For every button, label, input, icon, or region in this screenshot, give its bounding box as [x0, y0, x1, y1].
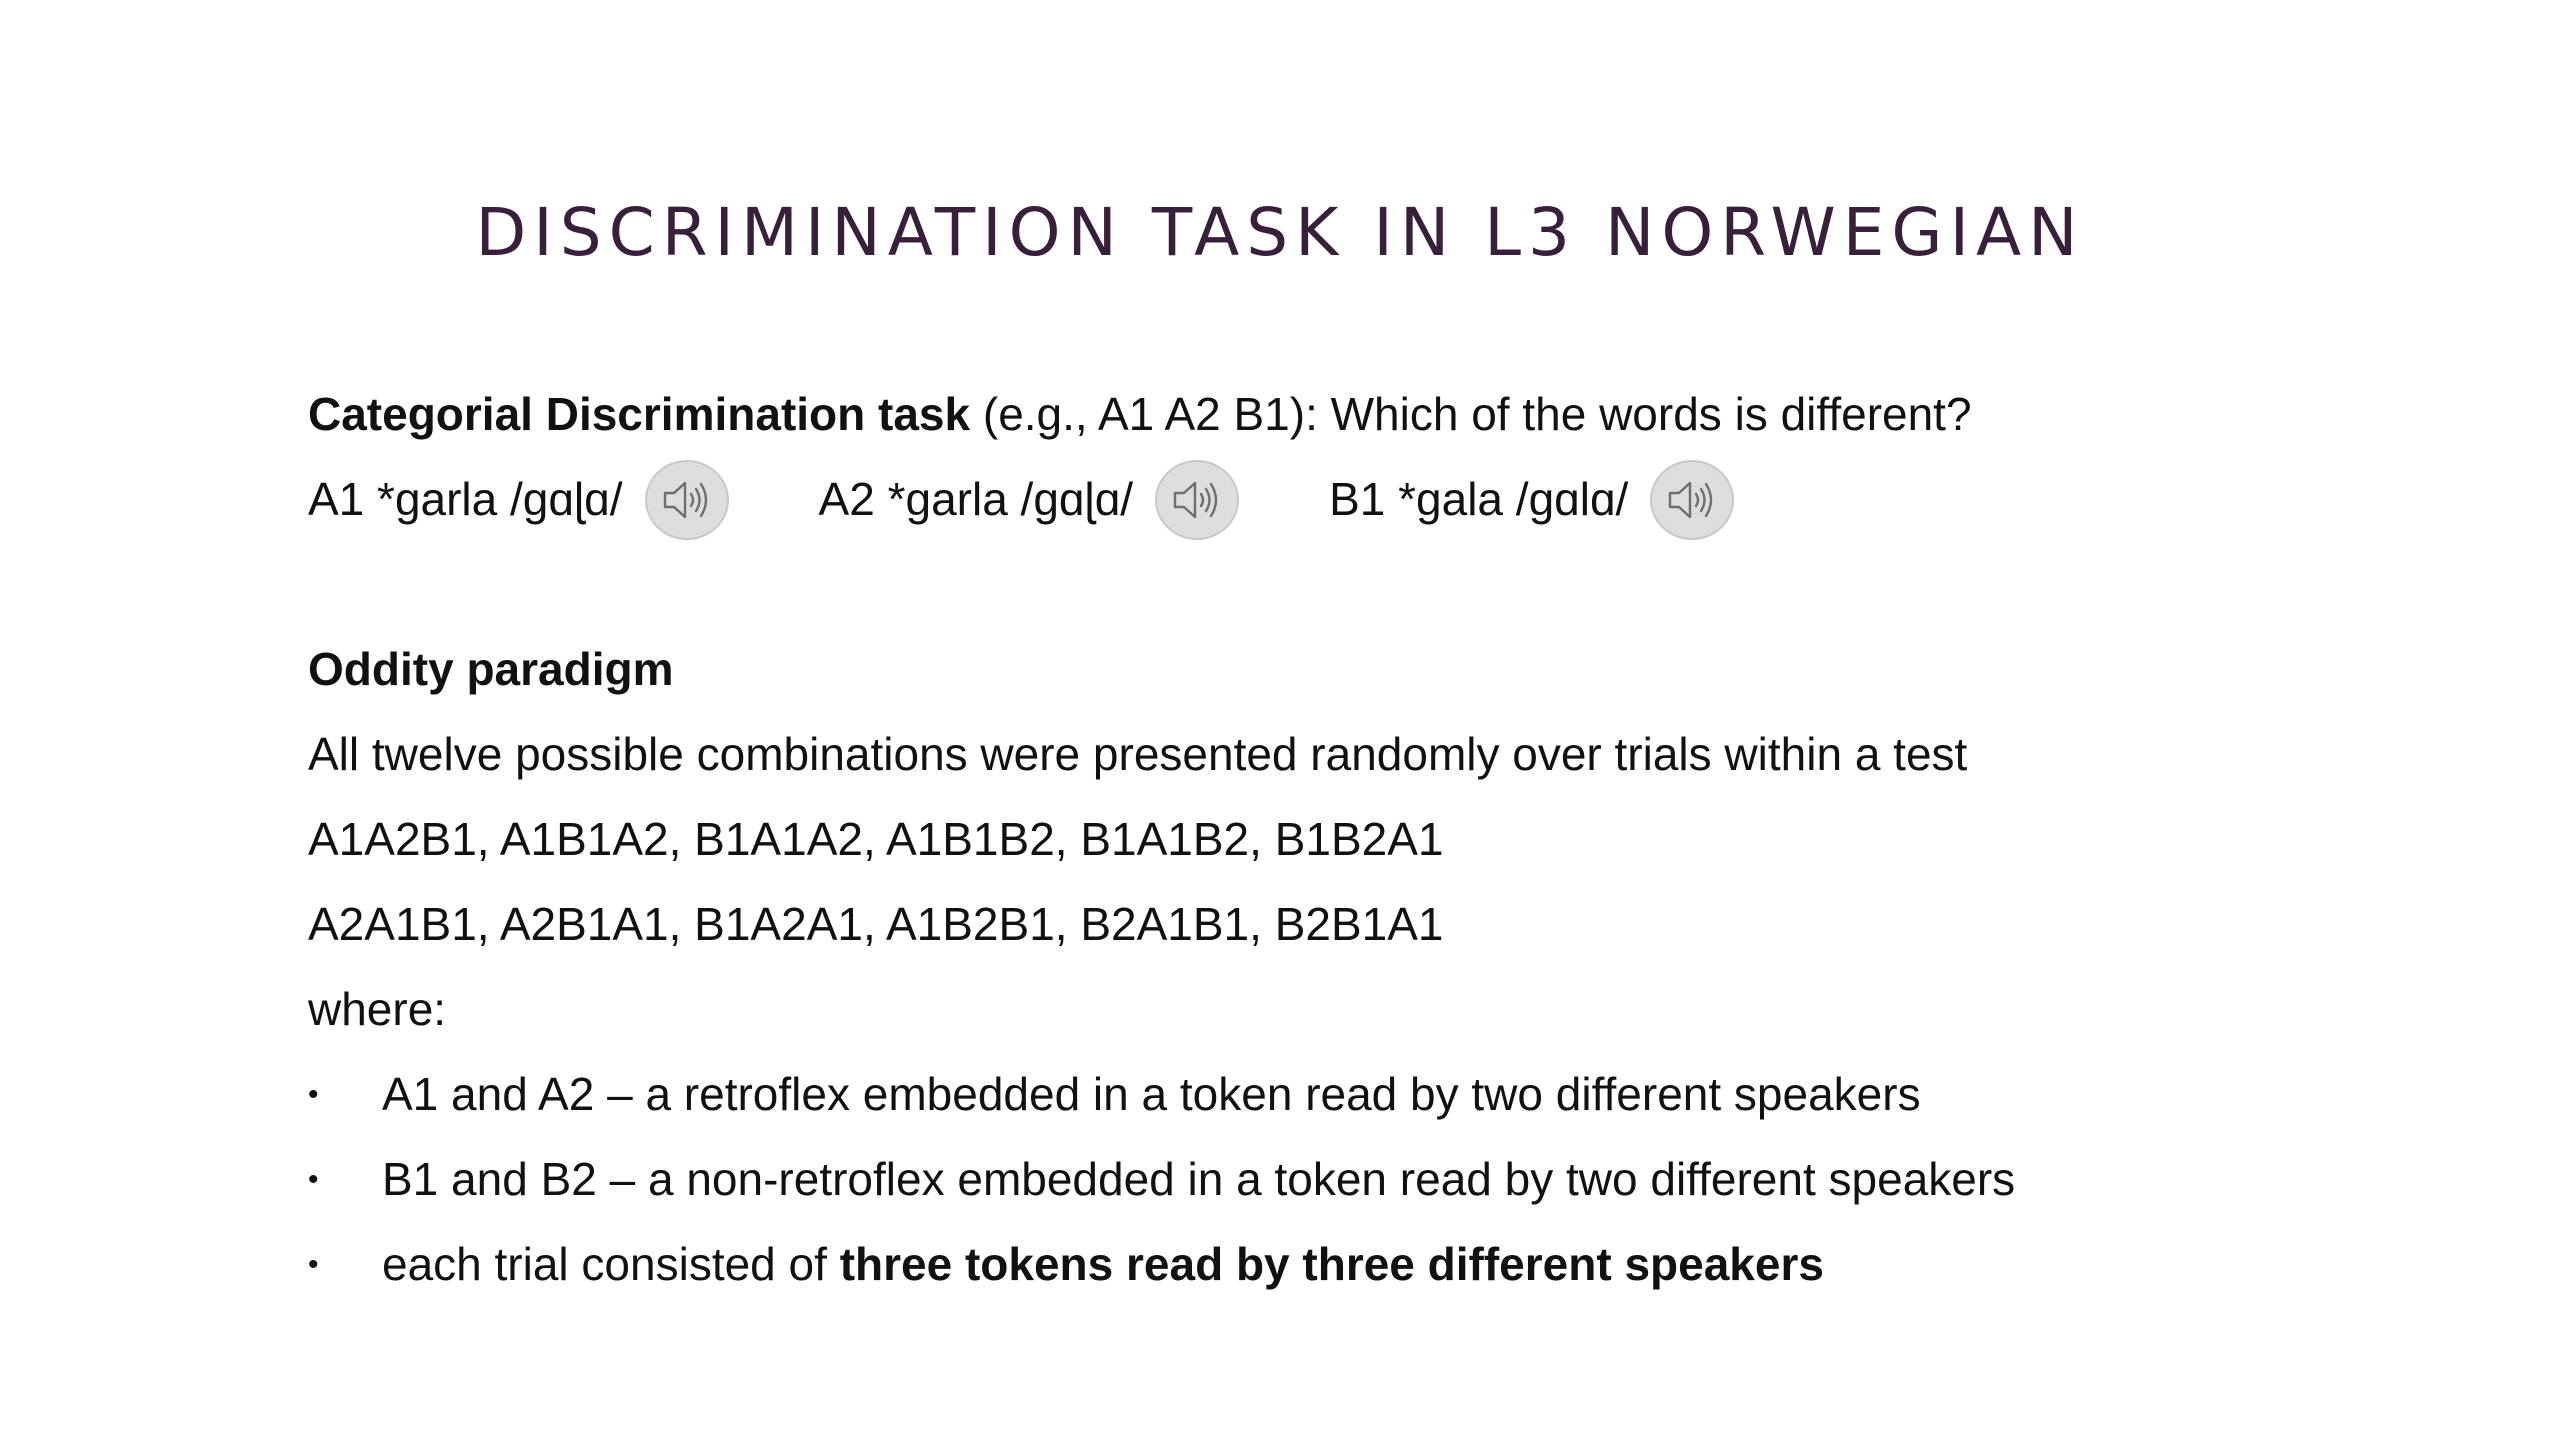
oddity-intro: All twelve possible combinations were presented randomly over trials within a test — [308, 728, 1968, 780]
bullet-item — [308, 1222, 2308, 1307]
sample-b1 — [1329, 457, 1734, 542]
bullet-dot: • — [308, 1248, 319, 1281]
bullet-text — [382, 1222, 1824, 1307]
where-label: where: — [308, 983, 447, 1035]
bullet-item — [308, 1052, 2308, 1137]
sample-a1 — [308, 457, 729, 542]
speaker-icon — [1666, 478, 1718, 522]
sample-b1-label: B1 *gala /gɑlɑ/ — [1329, 473, 1629, 525]
bullet-item — [308, 1137, 2308, 1222]
audio-samples — [308, 457, 2308, 542]
oddity-heading: Oddity paradigm — [308, 643, 674, 695]
speaker-icon — [661, 478, 713, 522]
task-label: Categorial Discrimination task — [308, 388, 971, 440]
combinations-row-2: A2A1B1, A2B1A1, B1A2A1, A1B2B1, B2A1B1, B2B1A1 — [308, 898, 1444, 950]
play-a2-button[interactable] — [1155, 460, 1239, 540]
bullet-text: A1 and A2 – a retroflex embedded in a token read by two different speakers — [382, 1068, 1921, 1120]
sample-a2-label: A2 *garla /gɑɭɑ/ — [818, 473, 1134, 525]
speaker-icon — [1171, 478, 1223, 522]
bullet-dot: • — [308, 1078, 319, 1111]
bullet-text-prefix: each trial consisted of — [382, 1238, 840, 1290]
task-line — [308, 372, 2308, 457]
sample-a1-label: A1 *garla /gɑɭɑ/ — [308, 473, 623, 525]
slide-title: DISCRIMINATION TASK IN L3 NORWEGIAN — [475, 194, 2085, 271]
bullet-text-emphasis: three tokens read by three different speakers — [839, 1238, 1824, 1290]
sample-a2 — [819, 457, 1240, 542]
task-description: (e.g., A1 A2 B1): Which of the words is different? — [970, 388, 1972, 440]
spacer — [308, 542, 2308, 627]
combinations-row-1: A1A2B1, A1B1A2, B1A1A2, A1B1B2, B1A1B2, B1B2A1 — [308, 813, 1444, 865]
play-b1-button[interactable] — [1650, 460, 1734, 540]
bullet-text: B1 and B2 – a non-retroflex embedded in a token read by two different speakers — [382, 1153, 2016, 1205]
play-a1-button[interactable] — [645, 460, 729, 540]
bullet-dot: • — [308, 1163, 319, 1196]
slide-content — [308, 372, 2308, 1307]
